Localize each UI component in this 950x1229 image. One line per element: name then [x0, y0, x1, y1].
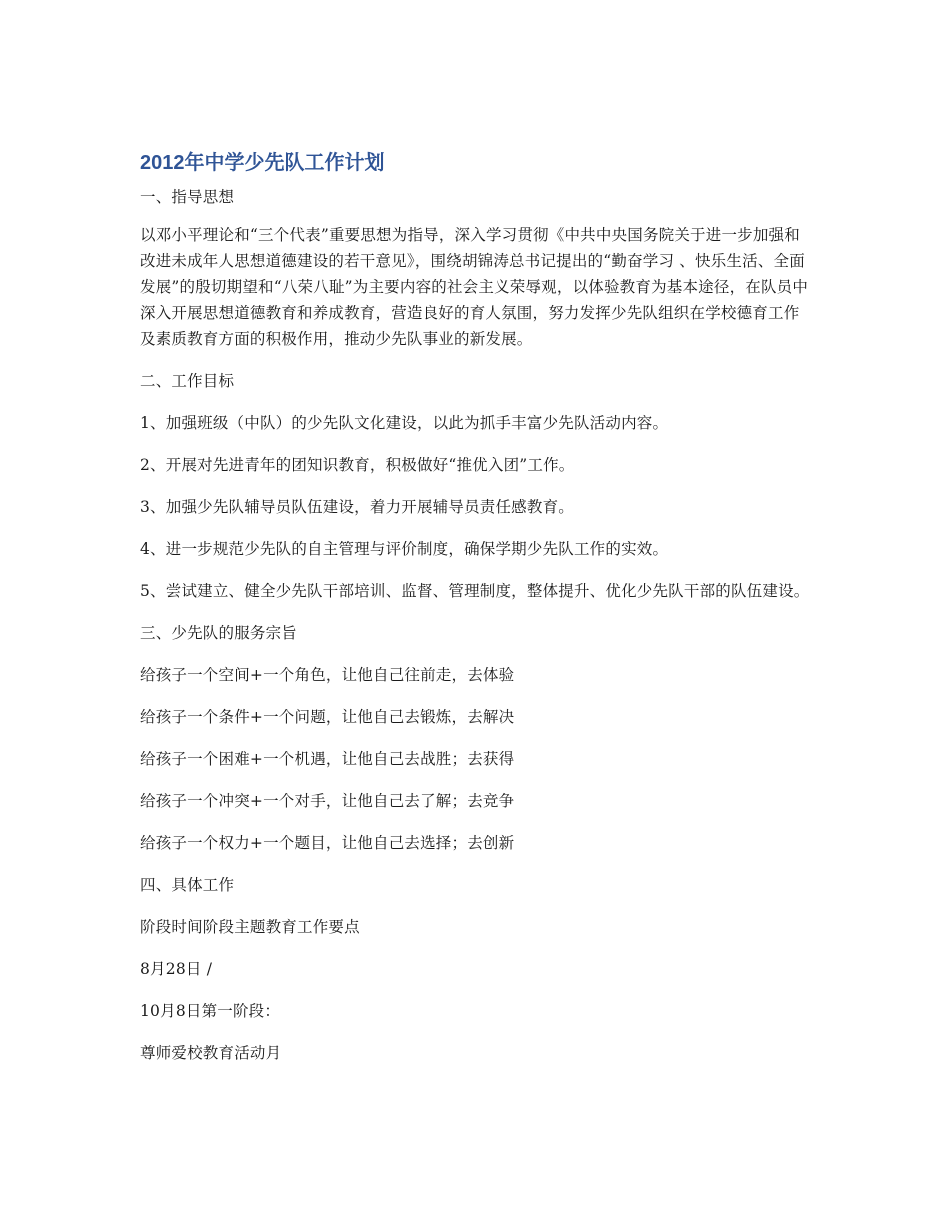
principle-item: 给孩子一个权力+一个题目，让他自己去选择；去创新: [140, 834, 515, 852]
stage-date-end: 10月8日第一阶段：: [140, 1002, 281, 1020]
section-heading-specific-work: 四、具体工作: [140, 876, 235, 894]
goal-item: 3、加强少先队辅导员队伍建设，着力开展辅导员责任感教育。: [140, 498, 574, 516]
goal-item: 2、开展对先进青年的团知识教育，积极做好“推优入团”工作。: [140, 456, 575, 474]
goal-item: 5、尝试建立、健全少先队干部培训、监督、管理制度，整体提升、优化少先队干部的队伍建设。: [140, 582, 810, 600]
stage-theme: 尊师爱校教育活动月: [140, 1044, 282, 1062]
stage-date-start: 8月28日 /: [140, 960, 213, 978]
document-content: [140, 148, 810, 1082]
document-title: 2012年中学少先队工作计划: [140, 152, 385, 174]
section-heading-work-goals: 二、工作目标: [140, 372, 235, 390]
principle-item: 给孩子一个空间+一个角色，让他自己往前走，去体验: [140, 666, 515, 684]
section-heading-service-principles: 三、少先队的服务宗旨: [140, 624, 298, 642]
section-heading-guiding-ideology: 一、指导思想: [140, 188, 235, 206]
section-body-guiding-ideology: 以邓小平理论和“三个代表”重要思想为指导，深入学习贯彻《中共中央国务院关于进一步加强和改进未成年人思想道德建设的若干意见》，围绕胡锦涛总书记提出的“勤奋学习 、快乐生活、全面发展”的殷切期望和“八荣八耻”为主要内容的社会主义荣辱观，以体验教育为基本途径，在队员中深入开展思想道德教育和养成教育，营造良好的育人氛围，努力发挥少先队组织在学校德育工作及素质教育方面的积极作用，推动少先队事业的新发展。: [140, 226, 809, 348]
principle-item: 给孩子一个冲突+一个对手，让他自己去了解；去竞争: [140, 792, 515, 810]
principle-item: 给孩子一个条件+一个问题，让他自己去锻炼，去解决: [140, 708, 515, 726]
goal-item: 1、加强班级（中队）的少先队文化建设，以此为抓手丰富少先队活动内容。: [140, 414, 669, 432]
table-header-text: 阶段时间阶段主题教育工作要点: [140, 918, 360, 936]
principle-item: 给孩子一个困难+一个机遇，让他自己去战胜；去获得: [140, 750, 515, 768]
goal-item: 4、进一步规范少先队的自主管理与评价制度，确保学期少先队工作的实效。: [140, 540, 669, 558]
